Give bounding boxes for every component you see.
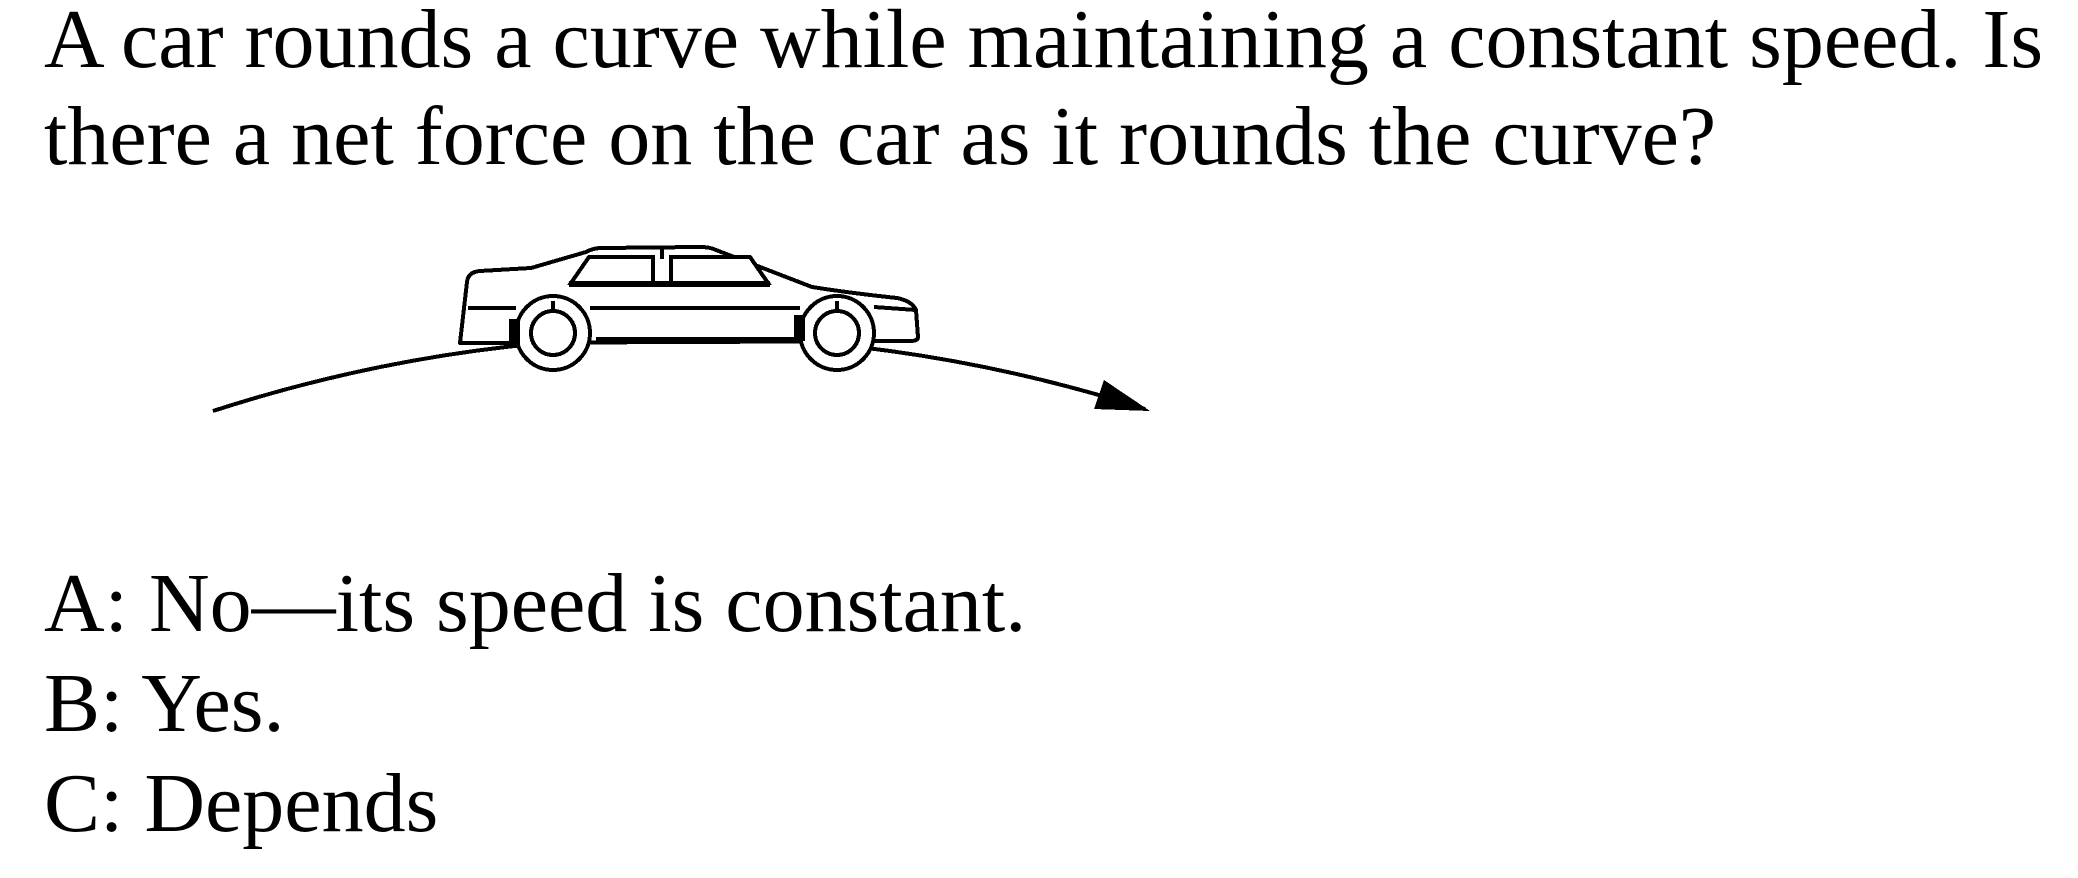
- answer-option-a: A: No—its speed is constant.: [44, 557, 1027, 650]
- answer-options: [44, 554, 1026, 854]
- answer-option-b: B: Yes.: [44, 657, 285, 750]
- question-text: [44, 0, 2043, 185]
- car-curve-figure: [150, 225, 1200, 425]
- car-windows: [569, 257, 770, 284]
- question-line-2: there a net force on the car as it rounds the curve?: [44, 90, 1717, 183]
- road-curve-path: [213, 337, 1145, 411]
- answer-option-c: C: Depends: [44, 757, 439, 850]
- car-illustration: [150, 225, 1200, 425]
- rear-wheel-guard: [509, 319, 520, 345]
- question-line-1: A car rounds a curve while maintaining a constant speed. Is: [44, 0, 2044, 86]
- curve-arrowhead: [1094, 380, 1150, 411]
